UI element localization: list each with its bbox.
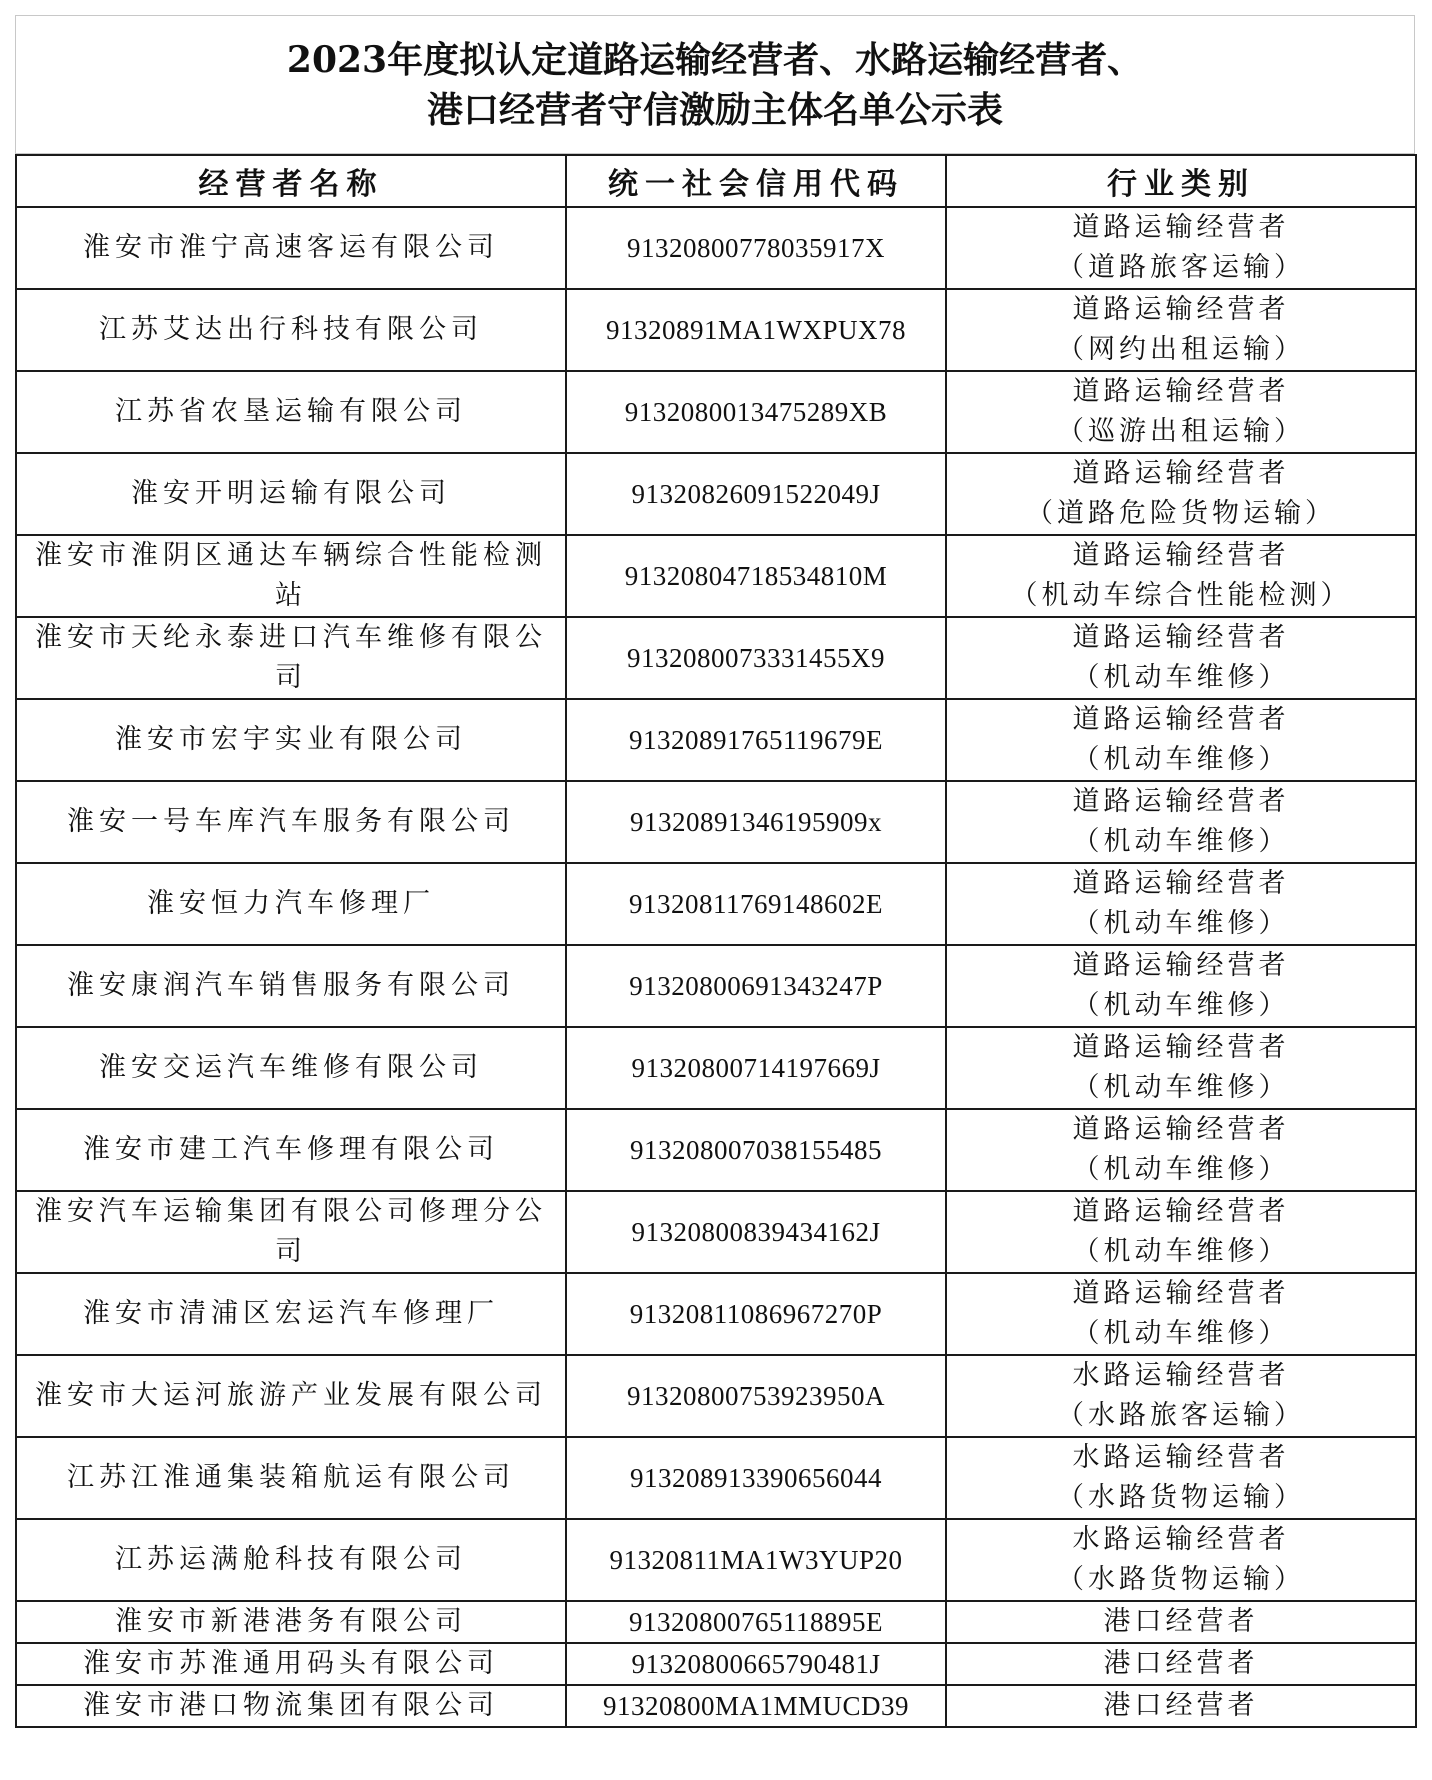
subcategory-label: （机动车维修） <box>1072 1236 1290 1267</box>
table-row <box>16 1643 1416 1685</box>
table-row <box>16 371 1416 453</box>
category-label: 道路运输经营者 <box>1072 1196 1290 1227</box>
operator-name-cell: 淮安恒力汽车修理厂 <box>16 863 566 945</box>
operator-list-table <box>15 154 1417 1728</box>
subcategory-label: （机动车综合性能检测） <box>1010 580 1352 611</box>
subcategory-label: （道路旅客运输） <box>1057 252 1305 283</box>
table-row <box>16 945 1416 1027</box>
category-label: 道路运输经营者 <box>1072 540 1290 571</box>
credit-code-cell: 91320891765119679E <box>566 699 946 781</box>
industry-category-cell <box>946 1027 1416 1109</box>
category-label: 水路运输经营者 <box>1072 1442 1290 1473</box>
industry-category-cell <box>946 945 1416 1027</box>
table-row <box>16 863 1416 945</box>
table-row <box>16 535 1416 617</box>
subcategory-label: （机动车维修） <box>1072 990 1290 1021</box>
category-label: 港口经营者 <box>1103 1648 1259 1679</box>
operator-name-cell: 淮安康润汽车销售服务有限公司 <box>16 945 566 1027</box>
operator-name-cell: 淮安一号车库汽车服务有限公司 <box>16 781 566 863</box>
table-row <box>16 1437 1416 1519</box>
table-row <box>16 1355 1416 1437</box>
header-industry-category: 行业类别 <box>946 155 1416 207</box>
industry-category-cell <box>946 453 1416 535</box>
table-row <box>16 453 1416 535</box>
industry-category-cell <box>946 1601 1416 1643</box>
credit-code-cell: 91320800778035917X <box>566 207 946 289</box>
credit-code-cell: 9132080013475289XB <box>566 371 946 453</box>
category-label: 水路运输经营者 <box>1072 1360 1290 1391</box>
table-header-row <box>16 155 1416 207</box>
credit-code-cell: 91320811MA1W3YUP20 <box>566 1519 946 1601</box>
table-row <box>16 617 1416 699</box>
industry-category-cell <box>946 1109 1416 1191</box>
credit-code-cell: 91320800839434162J <box>566 1191 946 1273</box>
table-row <box>16 699 1416 781</box>
table-row <box>16 1109 1416 1191</box>
document-title <box>15 15 1415 154</box>
table-row <box>16 1685 1416 1727</box>
subcategory-label: （水路货物运输） <box>1057 1482 1305 1513</box>
operator-name-cell: 淮安市淮阴区通达车辆综合性能检测站 <box>16 535 566 617</box>
category-label: 道路运输经营者 <box>1072 294 1290 325</box>
table-row <box>16 781 1416 863</box>
industry-category-cell <box>946 617 1416 699</box>
industry-category-cell <box>946 207 1416 289</box>
category-label: 港口经营者 <box>1103 1606 1259 1637</box>
credit-code-cell: 9132080073331455X9 <box>566 617 946 699</box>
category-label: 道路运输经营者 <box>1072 950 1290 981</box>
category-label: 水路运输经营者 <box>1072 1524 1290 1555</box>
subcategory-label: （机动车维修） <box>1072 1318 1290 1349</box>
table-row <box>16 207 1416 289</box>
operator-name-cell: 淮安市淮宁高速客运有限公司 <box>16 207 566 289</box>
subcategory-label: （水路货物运输） <box>1057 1564 1305 1595</box>
credit-code-cell: 91320800691343247P <box>566 945 946 1027</box>
category-label: 道路运输经营者 <box>1072 1278 1290 1309</box>
header-operator-name: 经营者名称 <box>16 155 566 207</box>
credit-code-cell: 91320800665790481J <box>566 1643 946 1685</box>
credit-code-cell: 91320811769148602E <box>566 863 946 945</box>
category-label: 道路运输经营者 <box>1072 376 1290 407</box>
industry-category-cell <box>946 535 1416 617</box>
operator-name-cell: 淮安市大运河旅游产业发展有限公司 <box>16 1355 566 1437</box>
subcategory-label: （网约出租运输） <box>1057 334 1305 365</box>
operator-name-cell: 淮安市宏宇实业有限公司 <box>16 699 566 781</box>
credit-code-cell: 913208913390656044 <box>566 1437 946 1519</box>
table-row <box>16 1027 1416 1109</box>
category-label: 道路运输经营者 <box>1072 1114 1290 1145</box>
subcategory-label: （道路危险货物运输） <box>1026 498 1336 529</box>
industry-category-cell <box>946 1191 1416 1273</box>
operator-name-cell: 淮安市港口物流集团有限公司 <box>16 1685 566 1727</box>
industry-category-cell <box>946 1519 1416 1601</box>
industry-category-cell <box>946 863 1416 945</box>
operator-name-cell: 淮安市新港港务有限公司 <box>16 1601 566 1643</box>
category-label: 道路运输经营者 <box>1072 704 1290 735</box>
notice-sheet <box>15 15 1415 1728</box>
industry-category-cell <box>946 289 1416 371</box>
credit-code-cell: 913208007038155485 <box>566 1109 946 1191</box>
header-credit-code: 统一社会信用代码 <box>566 155 946 207</box>
category-label: 道路运输经营者 <box>1072 868 1290 899</box>
subcategory-label: （巡游出租运输） <box>1057 416 1305 447</box>
subcategory-label: （机动车维修） <box>1072 826 1290 857</box>
operator-name-cell: 江苏江淮通集装箱航运有限公司 <box>16 1437 566 1519</box>
industry-category-cell <box>946 699 1416 781</box>
operator-name-cell: 淮安市建工汽车修理有限公司 <box>16 1109 566 1191</box>
category-label: 港口经营者 <box>1103 1690 1259 1721</box>
credit-code-cell: 91320800765118895E <box>566 1601 946 1643</box>
operator-name-cell: 淮安市苏淮通用码头有限公司 <box>16 1643 566 1685</box>
industry-category-cell <box>946 1355 1416 1437</box>
table-row <box>16 1191 1416 1273</box>
operator-name-cell: 江苏省农垦运输有限公司 <box>16 371 566 453</box>
category-label: 道路运输经营者 <box>1072 786 1290 817</box>
credit-code-cell: 91320891MA1WXPUX78 <box>566 289 946 371</box>
subcategory-label: （机动车维修） <box>1072 908 1290 939</box>
table-row <box>16 1273 1416 1355</box>
subcategory-label: （机动车维修） <box>1072 662 1290 693</box>
industry-category-cell <box>946 1685 1416 1727</box>
credit-code-cell: 91320804718534810M <box>566 535 946 617</box>
operator-name-cell: 淮安开明运输有限公司 <box>16 453 566 535</box>
industry-category-cell <box>946 781 1416 863</box>
title-line-2: 港口经营者守信激励主体名单公示表 <box>426 88 1003 131</box>
credit-code-cell: 91320891346195909x <box>566 781 946 863</box>
credit-code-cell: 91320800MA1MMUCD39 <box>566 1685 946 1727</box>
category-label: 道路运输经营者 <box>1072 212 1290 243</box>
category-label: 道路运输经营者 <box>1072 1032 1290 1063</box>
operator-name-cell: 江苏艾达出行科技有限公司 <box>16 289 566 371</box>
credit-code-cell: 91320800714197669J <box>566 1027 946 1109</box>
subcategory-label: （机动车维修） <box>1072 744 1290 775</box>
title-line-1: 2023年度拟认定道路运输经营者、水路运输经营者、 <box>286 38 1144 81</box>
category-label: 道路运输经营者 <box>1072 622 1290 653</box>
industry-category-cell <box>946 1643 1416 1685</box>
credit-code-cell: 91320826091522049J <box>566 453 946 535</box>
subcategory-label: （机动车维修） <box>1072 1154 1290 1185</box>
subcategory-label: （机动车维修） <box>1072 1072 1290 1103</box>
operator-name-cell: 淮安市清浦区宏运汽车修理厂 <box>16 1273 566 1355</box>
operator-name-cell: 淮安市天纶永泰进口汽车维修有限公司 <box>16 617 566 699</box>
credit-code-cell: 91320811086967270P <box>566 1273 946 1355</box>
operator-name-cell: 淮安汽车运输集团有限公司修理分公司 <box>16 1191 566 1273</box>
table-row <box>16 289 1416 371</box>
credit-code-cell: 91320800753923950A <box>566 1355 946 1437</box>
operator-name-cell: 江苏运满舱科技有限公司 <box>16 1519 566 1601</box>
industry-category-cell <box>946 1273 1416 1355</box>
industry-category-cell <box>946 371 1416 453</box>
operator-name-cell: 淮安交运汽车维修有限公司 <box>16 1027 566 1109</box>
industry-category-cell <box>946 1437 1416 1519</box>
subcategory-label: （水路旅客运输） <box>1057 1400 1305 1431</box>
category-label: 道路运输经营者 <box>1072 458 1290 489</box>
table-row <box>16 1601 1416 1643</box>
table-row <box>16 1519 1416 1601</box>
